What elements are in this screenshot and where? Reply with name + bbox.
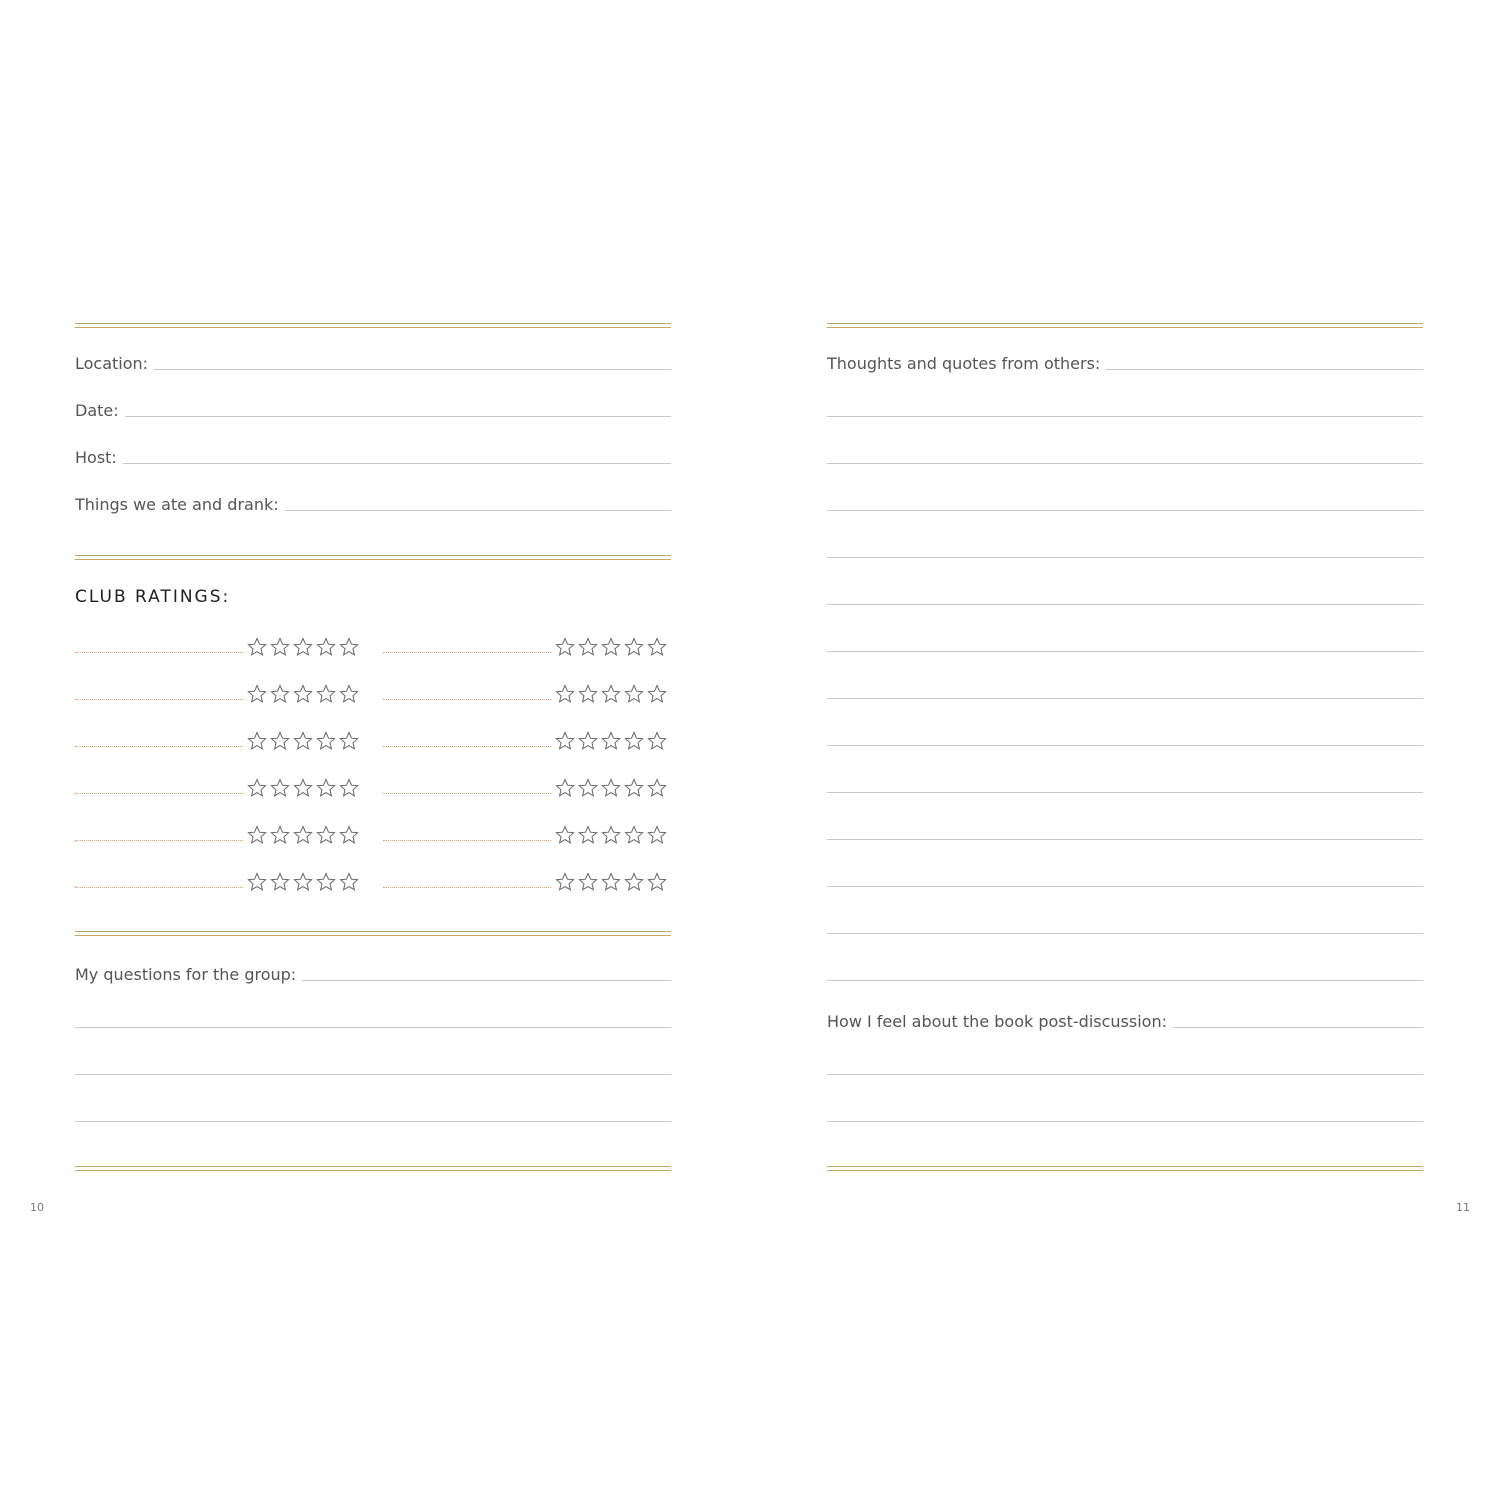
questions-write-line[interactable] <box>75 1074 671 1075</box>
feelings-line[interactable] <box>1173 1027 1423 1028</box>
thoughts-label: Thoughts and quotes from others: <box>827 354 1101 373</box>
club-ratings-heading: CLUB RATINGS: <box>75 587 231 607</box>
thoughts-write-line[interactable] <box>827 604 1423 605</box>
star-outline-icon[interactable] <box>293 684 313 704</box>
questions-write-line[interactable] <box>75 1027 671 1028</box>
star-outline-icon[interactable] <box>270 731 290 751</box>
star-rating <box>555 872 667 892</box>
star-outline-icon[interactable] <box>316 872 336 892</box>
rating-item[interactable] <box>383 815 673 845</box>
food-field[interactable] <box>75 489 671 513</box>
star-outline-icon[interactable] <box>247 778 267 798</box>
star-outline-icon[interactable] <box>270 825 290 845</box>
location-label: Location: <box>75 354 149 373</box>
rating-name-line[interactable] <box>75 699 243 700</box>
gold-double-rule <box>827 323 1423 328</box>
star-outline-icon[interactable] <box>316 778 336 798</box>
star-rating <box>247 684 359 704</box>
thoughts-write-line[interactable] <box>827 839 1423 840</box>
host-line[interactable] <box>123 463 671 464</box>
star-outline-icon[interactable] <box>555 684 575 704</box>
gold-double-rule <box>827 1166 1423 1171</box>
star-outline-icon[interactable] <box>624 731 644 751</box>
location-field[interactable] <box>75 348 671 372</box>
feelings-write-line[interactable] <box>827 1121 1423 1122</box>
star-rating <box>555 684 667 704</box>
thoughts-write-line[interactable] <box>827 510 1423 511</box>
star-rating <box>555 825 667 845</box>
feelings-field[interactable] <box>827 1006 1423 1030</box>
thoughts-write-line[interactable] <box>827 792 1423 793</box>
gold-double-rule <box>75 931 671 936</box>
thoughts-write-line[interactable] <box>827 745 1423 746</box>
questions-line[interactable] <box>302 980 671 981</box>
star-outline-icon[interactable] <box>647 684 667 704</box>
rating-name-line[interactable] <box>75 887 243 888</box>
questions-field[interactable] <box>75 959 671 983</box>
star-outline-icon[interactable] <box>578 684 598 704</box>
thoughts-write-line[interactable] <box>827 886 1423 887</box>
date-line[interactable] <box>125 416 671 417</box>
rating-item[interactable] <box>383 674 673 704</box>
date-field[interactable] <box>75 395 671 419</box>
thoughts-write-line[interactable] <box>827 651 1423 652</box>
star-rating <box>555 778 667 798</box>
star-outline-icon[interactable] <box>647 778 667 798</box>
star-outline-icon[interactable] <box>647 825 667 845</box>
thoughts-write-line[interactable] <box>827 557 1423 558</box>
rating-name-line[interactable] <box>383 652 551 653</box>
rating-name-line[interactable] <box>383 746 551 747</box>
rating-item[interactable] <box>75 721 365 751</box>
star-outline-icon[interactable] <box>339 637 359 657</box>
star-outline-icon[interactable] <box>247 731 267 751</box>
rating-item[interactable] <box>75 627 365 657</box>
star-outline-icon[interactable] <box>339 684 359 704</box>
star-outline-icon[interactable] <box>247 684 267 704</box>
rating-name-line[interactable] <box>75 652 243 653</box>
gold-double-rule <box>75 323 671 328</box>
thoughts-line[interactable] <box>1106 369 1423 370</box>
thoughts-write-line[interactable] <box>827 416 1423 417</box>
thoughts-write-line[interactable] <box>827 980 1423 981</box>
star-outline-icon[interactable] <box>555 731 575 751</box>
star-rating <box>555 637 667 657</box>
rating-item[interactable] <box>75 674 365 704</box>
star-rating <box>247 637 359 657</box>
thoughts-write-line[interactable] <box>827 933 1423 934</box>
star-outline-icon[interactable] <box>270 778 290 798</box>
star-outline-icon[interactable] <box>601 778 621 798</box>
star-outline-icon[interactable] <box>247 872 267 892</box>
star-rating <box>247 825 359 845</box>
rating-name-line[interactable] <box>383 887 551 888</box>
star-outline-icon[interactable] <box>624 825 644 845</box>
star-outline-icon[interactable] <box>624 872 644 892</box>
star-outline-icon[interactable] <box>293 825 313 845</box>
date-label: Date: <box>75 401 119 420</box>
star-outline-icon[interactable] <box>270 872 290 892</box>
star-outline-icon[interactable] <box>624 684 644 704</box>
star-outline-icon[interactable] <box>578 872 598 892</box>
star-rating <box>247 731 359 751</box>
host-field[interactable] <box>75 442 671 466</box>
star-outline-icon[interactable] <box>601 637 621 657</box>
rating-name-line[interactable] <box>383 699 551 700</box>
star-outline-icon[interactable] <box>247 637 267 657</box>
star-outline-icon[interactable] <box>578 637 598 657</box>
star-outline-icon[interactable] <box>601 684 621 704</box>
star-outline-icon[interactable] <box>293 731 313 751</box>
gold-double-rule <box>75 555 671 560</box>
feelings-write-line[interactable] <box>827 1074 1423 1075</box>
rating-name-line[interactable] <box>75 793 243 794</box>
star-rating <box>555 731 667 751</box>
thoughts-field[interactable] <box>827 348 1423 372</box>
star-outline-icon[interactable] <box>601 731 621 751</box>
star-outline-icon[interactable] <box>316 684 336 704</box>
star-outline-icon[interactable] <box>647 637 667 657</box>
star-outline-icon[interactable] <box>293 637 313 657</box>
star-outline-icon[interactable] <box>316 637 336 657</box>
rating-item[interactable] <box>383 768 673 798</box>
thoughts-write-line[interactable] <box>827 698 1423 699</box>
rating-name-line[interactable] <box>383 840 551 841</box>
location-line[interactable] <box>154 369 671 370</box>
star-outline-icon[interactable] <box>293 872 313 892</box>
star-outline-icon[interactable] <box>555 637 575 657</box>
gold-double-rule <box>75 1166 671 1171</box>
rating-name-line[interactable] <box>75 840 243 841</box>
star-rating <box>247 872 359 892</box>
star-outline-icon[interactable] <box>316 731 336 751</box>
star-outline-icon[interactable] <box>555 872 575 892</box>
food-line[interactable] <box>285 510 671 511</box>
star-outline-icon[interactable] <box>316 825 336 845</box>
star-outline-icon[interactable] <box>624 637 644 657</box>
rating-item[interactable] <box>75 815 365 845</box>
star-outline-icon[interactable] <box>601 872 621 892</box>
rating-item[interactable] <box>383 627 673 657</box>
star-outline-icon[interactable] <box>555 825 575 845</box>
rating-item[interactable] <box>75 768 365 798</box>
right-page-number: 11 <box>1456 1201 1470 1214</box>
thoughts-write-line[interactable] <box>827 463 1423 464</box>
star-outline-icon[interactable] <box>578 731 598 751</box>
rating-item[interactable] <box>75 862 365 892</box>
star-outline-icon[interactable] <box>339 731 359 751</box>
rating-item[interactable] <box>383 721 673 751</box>
rating-item[interactable] <box>383 862 673 892</box>
star-rating <box>247 778 359 798</box>
star-outline-icon[interactable] <box>624 778 644 798</box>
star-outline-icon[interactable] <box>270 637 290 657</box>
star-outline-icon[interactable] <box>647 872 667 892</box>
star-outline-icon[interactable] <box>339 825 359 845</box>
star-outline-icon[interactable] <box>339 872 359 892</box>
star-outline-icon[interactable] <box>270 684 290 704</box>
rating-name-line[interactable] <box>383 793 551 794</box>
star-outline-icon[interactable] <box>247 825 267 845</box>
feelings-label: How I feel about the book post-discussion: <box>827 1012 1167 1031</box>
rating-name-line[interactable] <box>75 746 243 747</box>
questions-write-line[interactable] <box>75 1121 671 1122</box>
questions-label: My questions for the group: <box>75 965 297 984</box>
star-outline-icon[interactable] <box>339 778 359 798</box>
star-outline-icon[interactable] <box>578 778 598 798</box>
star-outline-icon[interactable] <box>578 825 598 845</box>
left-page-number: 10 <box>30 1201 44 1214</box>
star-outline-icon[interactable] <box>601 825 621 845</box>
star-outline-icon[interactable] <box>647 731 667 751</box>
star-outline-icon[interactable] <box>555 778 575 798</box>
star-outline-icon[interactable] <box>293 778 313 798</box>
host-label: Host: <box>75 448 117 467</box>
food-label: Things we ate and drank: <box>75 495 279 514</box>
